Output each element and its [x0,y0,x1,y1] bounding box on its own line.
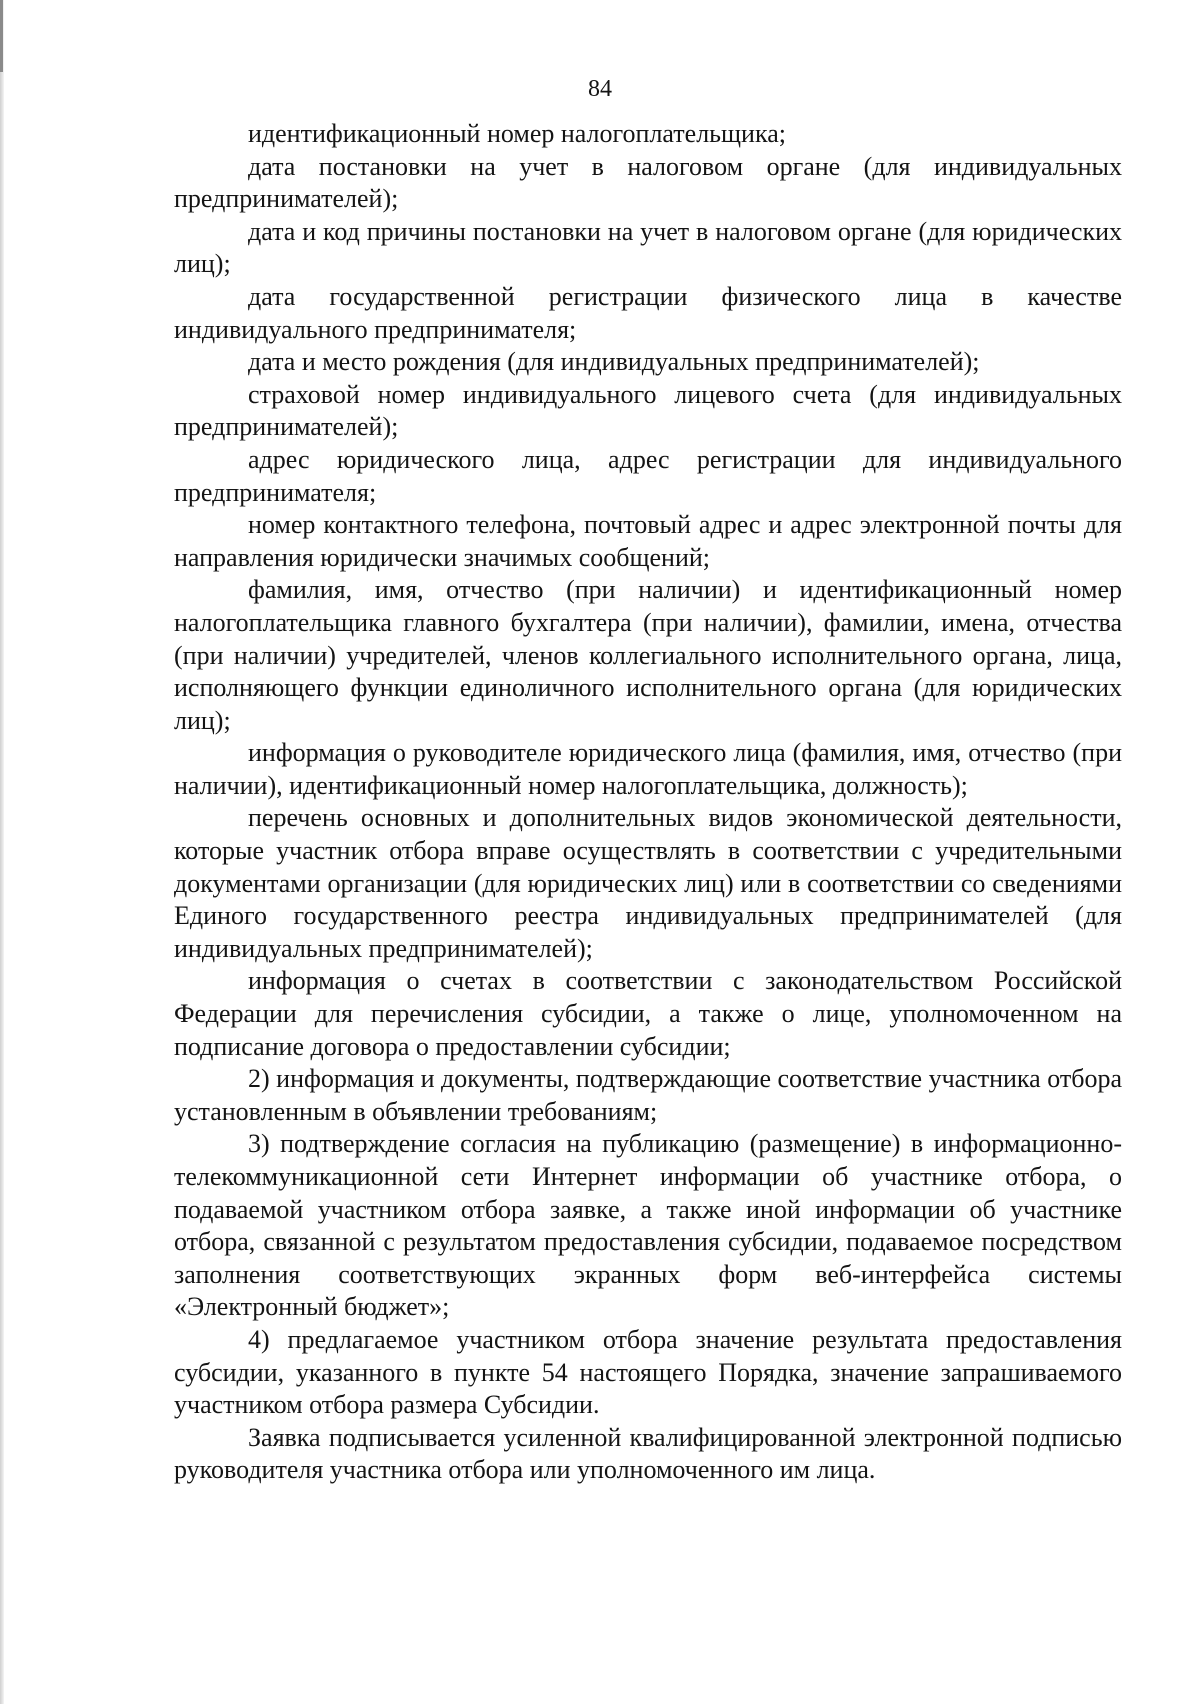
paragraph-state-registration-date: дата государственной регистрации физического лица в качестве индивидуального предпринимателя; [174,281,1122,344]
paragraph-head-info: информация о руководителе юридического лица (фамилия, имя, отчество (при наличии), идентификационный номер налогоплательщика, должность); [174,738,1122,800]
paragraph-activity-list: перечень основных и дополнительных видов экономической деятельности, которые участник отбора вправе осуществлять в соответствии с учредительными документами организации (для юридических лиц) или в соответствии со сведениями Единого государственного реестра индивидуальных предпринимателей (для индивидуальных предпринимателей); [174,803,1122,963]
paragraph-bank-accounts: информация о счетах в соответствии с законодательством Российской Федерации для перечисления субсидии, а также о лице, уполномоченном на подписание договора о предоставлении субсидии; [174,966,1122,1061]
paragraph-inn: идентификационный номер налогоплательщика; [248,119,786,148]
scan-left-edge [0,0,4,1704]
paragraph-registration-reason-code: дата и код причины постановки на учет в налоговом органе (для юридических лиц); [174,216,1122,279]
paragraph-insurance-number: страховой номер индивидуального лицевого счета (для индивидуальных предпринимателей); [174,379,1122,442]
paragraph-item-2: 2) информация и документы, подтверждающие соответствие участника отбора установленным в объявлении требованиям; [174,1064,1122,1126]
paragraph-contacts: номер контактного телефона, почтовый адрес и адрес электронной почты для направления юридически значимых сообщений; [174,510,1122,572]
paragraph-birth-date-place: дата и место рождения (для индивидуальных предпринимателей); [248,347,980,377]
page-number: 84 [588,76,612,102]
paragraph-signature: Заявка подписывается усиленной квалифицированной электронной подписью руководителя участника отбора или уполномоченного им лица. [174,1422,1122,1485]
paragraph-item-3: 3) подтверждение согласия на публикацию (размещение) в информационно-телекоммуникационной сети Интернет информации об участнике отбора, о подаваемой участником отбора заявке, а также иной информации об участнике отбора, связанной с результатом предоставления субсидии, подаваемое посредством заполнения соответствующих экранных форм веб-интерфейса системы «Электронный бюджет»; [174,1129,1122,1322]
paragraph-chief-accountant-founders: фамилия, имя, отчество (при наличии) и идентификационный номер налогоплательщика главного бухгалтера (при наличии), фамилии, имена, отчества (при наличии) учредителей, членов коллегиального исполнительного органа, лица, исполняющего функции единоличного исполнительного органа (для юридических лиц); [174,575,1122,735]
paragraph-item-4: 4) предлагаемое участником отбора значение результата предоставления субсидии, указанного в пункте 54 настоящего Порядка, значение запрашиваемого участником отбора размера Субсидии. [174,1324,1122,1420]
document-text [174,118,1122,1487]
scan-margin-mark [0,0,3,72]
paragraph-tax-registration-date: дата постановки на учет в налоговом органе (для индивидуальных предпринимателей); [174,151,1122,214]
paragraph-legal-address: адрес юридического лица, адрес регистрации для индивидуального предпринимателя; [174,444,1122,507]
